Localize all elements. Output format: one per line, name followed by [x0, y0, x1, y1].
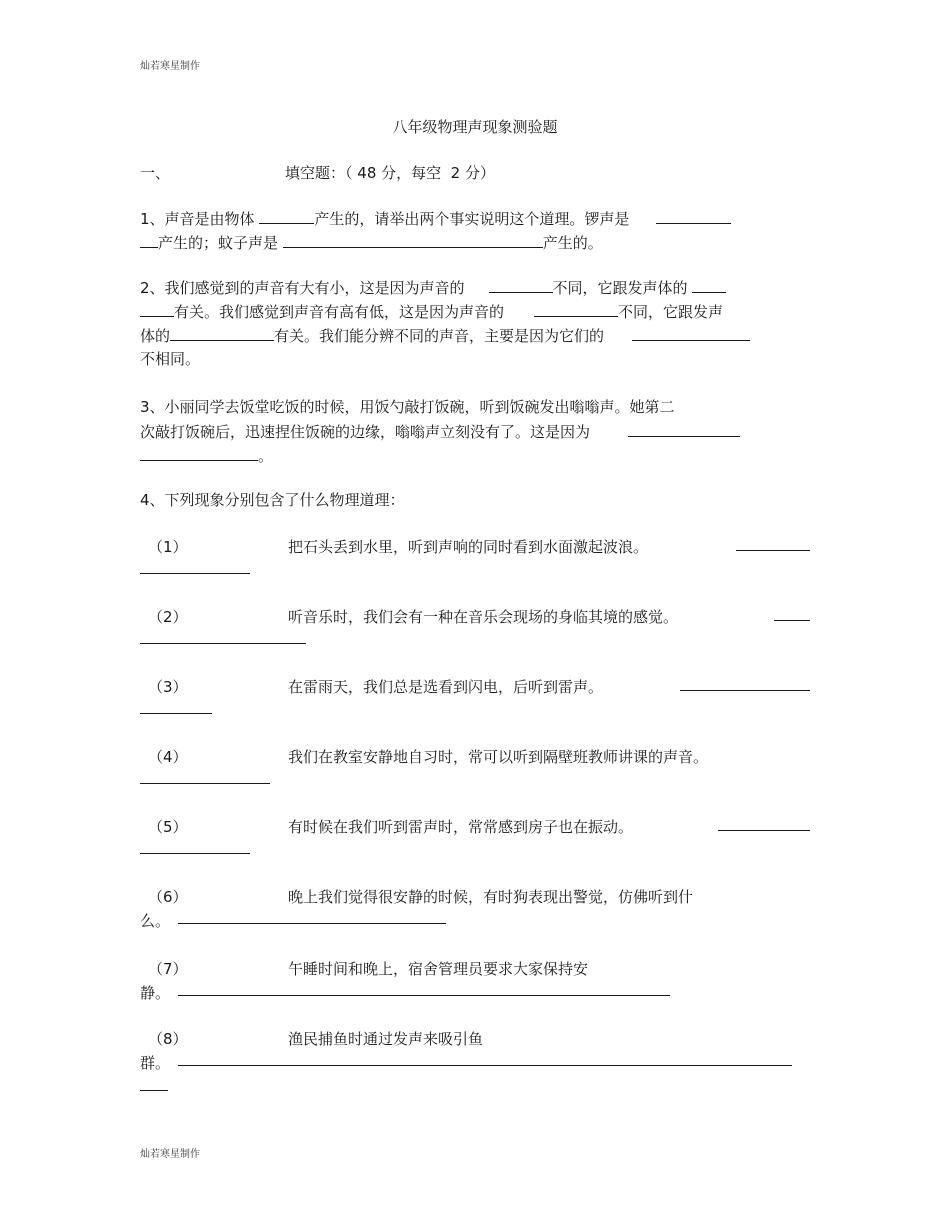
answer-blank — [774, 620, 810, 621]
q1-text: 产生的；蚊子声是 — [158, 234, 279, 252]
item-number: （4） — [148, 748, 188, 766]
item-text-continued: 静。 — [140, 984, 171, 1002]
item-number: （3） — [148, 678, 188, 696]
answer-blank — [632, 323, 750, 341]
q1-text: 产生的，请举出两个事实说明这个道理。锣声是 — [314, 210, 630, 228]
section-index: 一、 — [140, 164, 171, 182]
item-text: 把石头丢到水里，听到声响的同时看到水面激起波浪。 — [288, 538, 649, 556]
item-text-continued: 群。 — [140, 1054, 171, 1072]
q2-text: 体的 — [140, 327, 171, 345]
answer-blank — [259, 206, 314, 224]
q3-text: 次敲打饭碗后，迅速捏住饭碗的边缘，嗡嗡声立刻没有了。这是因为 — [140, 423, 591, 441]
item-text: 有时候在我们听到雷声时，常常感到房子也在振动。 — [288, 818, 634, 836]
question-3 — [140, 395, 812, 467]
q2-text: 有关。我们感觉到声音有高有低，这是因为声音的 — [174, 303, 505, 321]
answer-blank — [534, 299, 618, 317]
item-text: 听音乐时，我们会有一种在音乐会现场的身临其境的感觉。 — [288, 608, 679, 626]
answer-blank — [692, 275, 726, 293]
item-text: 在雷雨天，我们总是选看到闪电，后听到雷声。 — [288, 678, 604, 696]
item-number: （2） — [148, 608, 188, 626]
header-label: 灿若寒星制作 — [140, 61, 200, 72]
answer-blank — [178, 1065, 792, 1066]
q2-text: 2、我们感觉到的声音有大有小，这是因为声音的 — [140, 279, 465, 297]
answer-blank — [140, 230, 158, 248]
item-text: 午睡时间和晚上，宿舍管理员要求大家保持安 — [288, 960, 589, 978]
q4-intro: 4、下列现象分别包含了什么物理道理： — [140, 491, 405, 509]
answer-blank — [170, 323, 274, 341]
question-4 — [140, 488, 812, 512]
answer-blank — [178, 923, 446, 924]
q2-text: 不相同。 — [140, 350, 201, 368]
page-title: 八年级物理声现象测验题 — [392, 118, 558, 136]
answer-blank — [140, 1090, 168, 1091]
answer-blank — [656, 206, 731, 224]
section-heading — [140, 162, 495, 183]
q2-text: 不同，它跟发声体的 — [552, 279, 688, 297]
answer-blank — [140, 573, 250, 574]
item-number: （5） — [148, 818, 188, 836]
answer-blank — [140, 643, 306, 644]
answer-blank — [489, 275, 553, 293]
answer-blank — [718, 830, 810, 831]
answer-blank — [178, 995, 670, 996]
answer-blank — [680, 690, 810, 691]
answer-blank — [140, 443, 258, 461]
item-text-continued: 么。 — [140, 912, 171, 930]
answer-blank — [736, 550, 810, 551]
item-text: 渔民捕鱼时通过发声来吸引鱼 — [288, 1030, 484, 1048]
q1-text: 产生的。 — [542, 234, 603, 252]
q2-text: 不同，它跟发声 — [618, 303, 724, 321]
item-number: （7） — [148, 960, 188, 978]
answer-blank — [140, 299, 174, 317]
q3-text: 。 — [258, 447, 274, 465]
item-number: （8） — [148, 1030, 188, 1048]
item-number: （1） — [148, 538, 188, 556]
question-2 — [140, 275, 812, 371]
footer-label: 灿若寒星制作 — [140, 1149, 200, 1160]
q2-text: 有关。我们能分辨不同的声音，主要是因为它们的 — [274, 327, 605, 345]
section-label: 填空题：（ 48 分，每空 2 分） — [285, 164, 495, 182]
item-text: 晚上我们觉得很安静的时候，有时狗表现出警觉，仿佛听到什 — [288, 888, 694, 906]
answer-blank — [140, 783, 270, 784]
q1-text: 1、声音是由物体 — [140, 210, 255, 228]
answer-blank — [140, 713, 212, 714]
answer-blank — [283, 230, 543, 248]
item-text: 我们在教室安静地自习时，常可以听到隔壁班教师讲课的声音。 — [288, 748, 709, 766]
answer-blank — [140, 853, 250, 854]
question-1 — [140, 206, 812, 254]
item-number: （6） — [148, 888, 188, 906]
q3-text: 3、小丽同学去饭堂吃饭的时候，用饭勺敲打饭碗，听到饭碗发出嗡嗡声。她第二 — [140, 398, 675, 416]
answer-blank — [628, 419, 740, 437]
